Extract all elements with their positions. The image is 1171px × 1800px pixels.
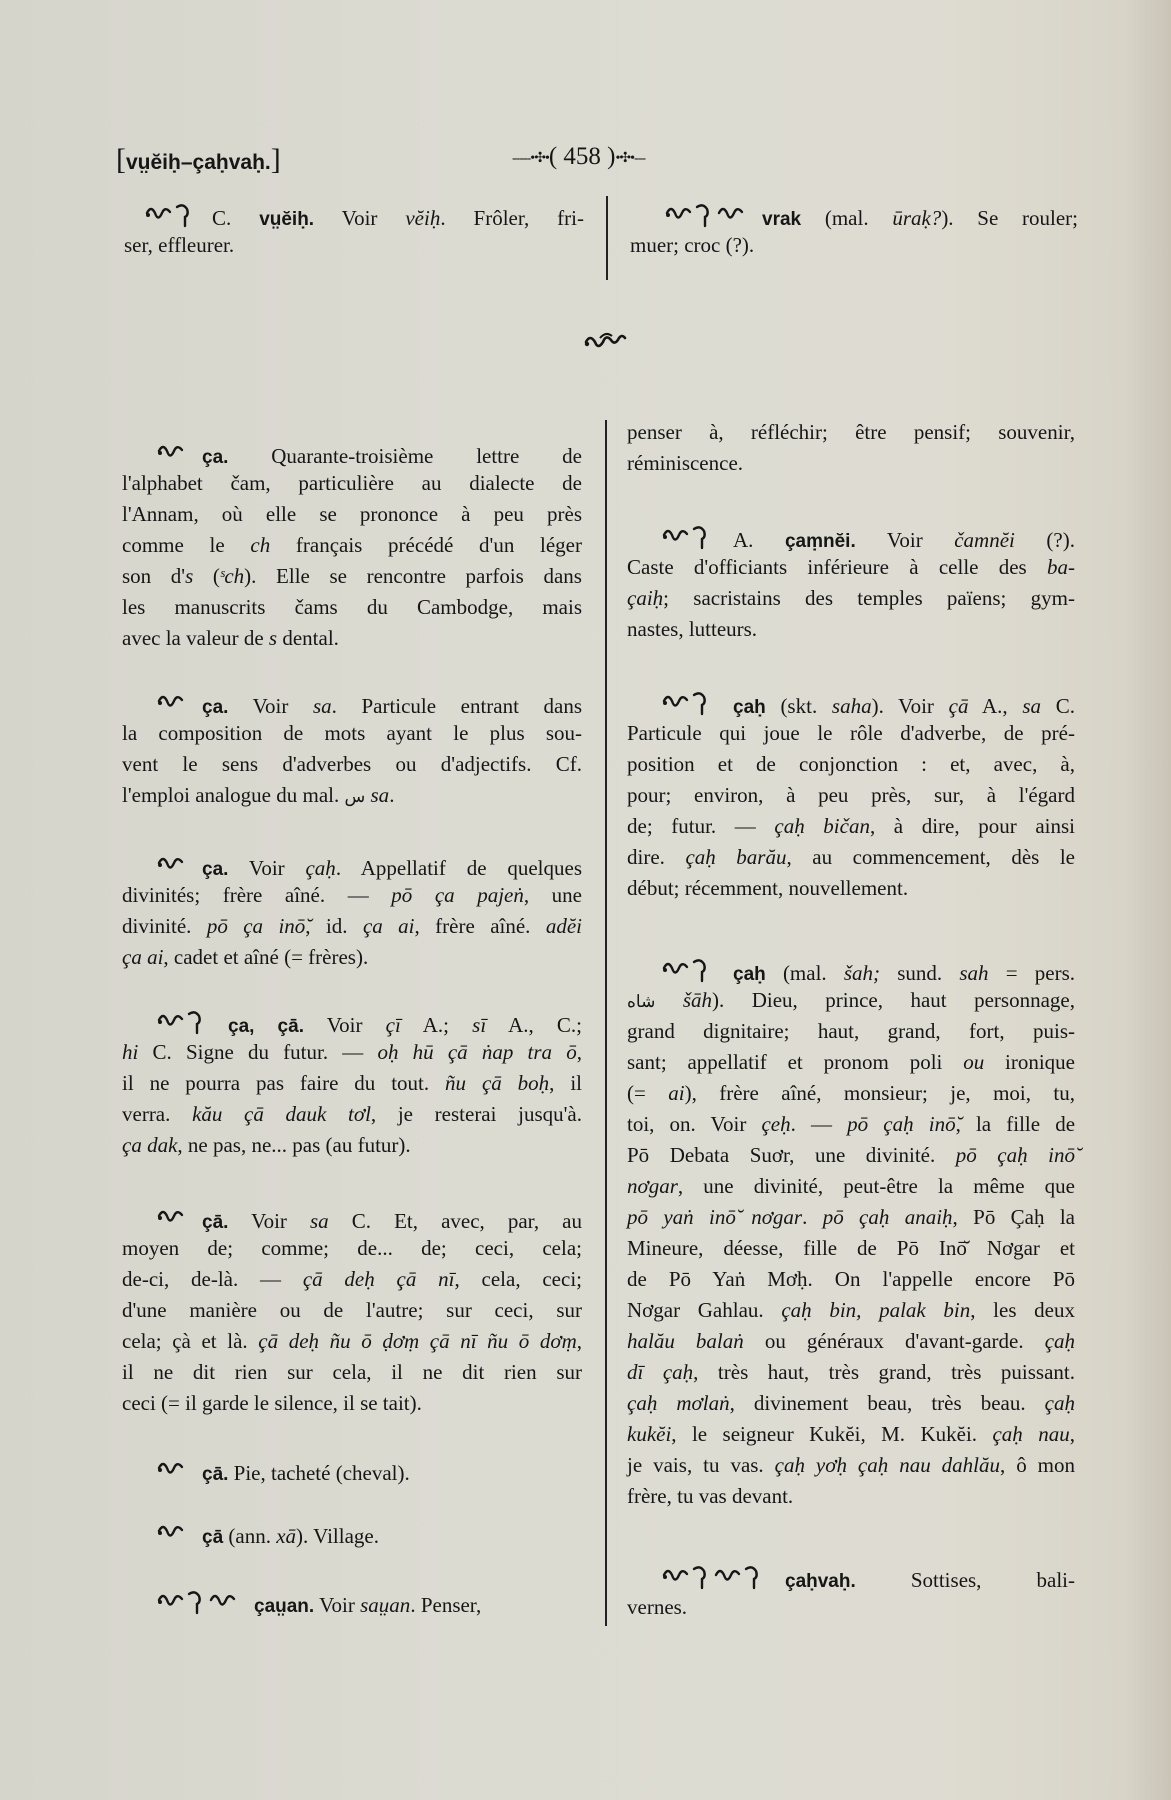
text-line (627, 1592, 1075, 1623)
text-line (122, 530, 582, 561)
text-segment: les manuscrits čams du Cambodge, mais (122, 595, 582, 619)
text-segment: verra. (122, 1102, 193, 1126)
text-line (122, 1388, 582, 1419)
text-line (627, 954, 1075, 985)
italic-term: xā (276, 1524, 297, 1548)
text-segment: , au commencement, dès le (786, 845, 1075, 869)
text-segment: C. (1041, 694, 1075, 718)
text-line (627, 1233, 1075, 1264)
text-segment: début; récemment, nouvellement. (627, 876, 909, 900)
italic-term: ūraḳ? (892, 206, 942, 230)
text-segment: moyen de; comme; de... de; ceci, cela; (122, 1236, 582, 1260)
text-segment: ). Voir (871, 694, 949, 718)
text-segment: Voir (314, 1593, 361, 1617)
italic-term: çeḥ (761, 1112, 791, 1136)
italic-term: hi (122, 1040, 139, 1064)
italic-term: kukĕi (627, 1422, 672, 1446)
cham-script-glyph-icon (144, 199, 202, 229)
cham-script-glyph-icon (156, 1454, 188, 1484)
text-line (122, 849, 582, 880)
text-line (122, 880, 582, 911)
text-segment: je vais, tu vas. (627, 1453, 775, 1477)
headword: çā. (202, 1212, 229, 1233)
text-segment: de Pō Yaṅ Mơḥ. On l'appelle encore Pō (627, 1267, 1075, 1291)
dictionary-entry (122, 849, 582, 973)
text-segment: sant; appellatif et pronom poli (627, 1050, 964, 1074)
text-segment: l'emploi analogue du mal. (122, 783, 345, 807)
text-segment: l'alphabet čam, particulière au dialecte de (122, 471, 582, 495)
text-line (627, 1326, 1075, 1357)
text-line (627, 749, 1075, 780)
text-segment: Pie, tacheté (cheval). (228, 1461, 410, 1485)
text-segment: penser à, réfléchir; être pensif; souvenir, (627, 420, 1075, 444)
text-segment: d'une manière ou de l'autre; sur ceci, sur (122, 1298, 582, 1322)
cham-script-glyph-icon (661, 1561, 771, 1591)
text-line (627, 842, 1075, 873)
text-segment: ). Elle se rencontre parfois dans (244, 564, 582, 588)
dictionary-entry (627, 687, 1075, 904)
text-segment: . Appellatif de quelques (335, 856, 582, 880)
italic-term: ça dak (122, 1133, 178, 1157)
text-segment: , cadet et aîné (= frères). (163, 945, 369, 969)
dictionary-entry (122, 687, 582, 811)
text-line (122, 1517, 582, 1548)
text-line (122, 911, 582, 942)
page-number: 458 (563, 143, 601, 170)
italic-term: çaḥ barău (685, 845, 787, 869)
italic-term: čamnĕi (954, 528, 1015, 552)
text-segment: Pō Debata Suơr, une divinité. (627, 1143, 956, 1167)
text-segment: vent le sens d'adverbes ou d'adjectifs. Cf. (122, 752, 582, 776)
text-segment: = pers. (988, 961, 1075, 985)
text-line (122, 1326, 582, 1357)
text-line (122, 718, 582, 749)
text-segment: , ô mon (1000, 1453, 1076, 1477)
text-segment: , (1069, 1422, 1075, 1446)
bracket-close: ] (270, 143, 281, 176)
text-segment: , frère aîné. (414, 914, 546, 938)
text-segment: . Penser, (410, 1593, 482, 1617)
text-segment: A., C.; (486, 1013, 582, 1037)
italic-term: çaḥ (1044, 1329, 1076, 1353)
headword: ça. (202, 859, 229, 880)
text-line (627, 448, 1075, 479)
text-segment: ; sacristains des temples païens; gym- (663, 586, 1075, 610)
text-line (122, 1264, 582, 1295)
italic-term: oḥ hū çā ṅap tra ō (377, 1040, 577, 1064)
text-line (627, 780, 1075, 811)
column-divider (605, 420, 607, 1626)
text-segment: divinité. (122, 914, 207, 938)
cham-script-glyph-icon (156, 1202, 188, 1232)
text-segment: Mineure, déesse, fille de Pō Inō̆ Nơgar et (627, 1236, 1075, 1260)
text-line (627, 1419, 1075, 1450)
text-segment: , (576, 1329, 582, 1353)
text-line (122, 1233, 582, 1264)
text-segment: , Pō Çaḥ la (952, 1205, 1076, 1229)
text-segment: Particule qui joue le rôle d'adverbe, de pré- (627, 721, 1075, 745)
text-segment: de-ci, de-là. — (122, 1267, 303, 1291)
italic-term: adĕi (545, 914, 582, 938)
italic-term: ˢch (219, 564, 245, 588)
text-segment: ( (193, 564, 220, 588)
text-line (627, 1016, 1075, 1047)
text-segment: , à dire, pour ainsi (869, 814, 1075, 838)
headword: çaḥ (733, 964, 766, 985)
text-segment: nastes, lutteurs. (627, 617, 758, 641)
text-segment: sund. (880, 961, 960, 985)
text-line (627, 985, 1075, 1016)
italic-term: vĕiḥ (405, 206, 441, 230)
text-segment: Voir (303, 1013, 386, 1037)
text-segment: , la fille de (955, 1112, 1076, 1136)
text-segment: toi, on. Voir (627, 1112, 762, 1136)
text-segment: , il (549, 1071, 582, 1095)
text-segment: , très haut, très grand, très puissant. (693, 1360, 1075, 1384)
text-line (122, 687, 582, 718)
cham-script-glyph-icon (664, 199, 748, 229)
text-segment: ). Dieu, prince, haut personnage, (712, 988, 1075, 1012)
text-segment: س (344, 787, 366, 806)
text-segment: , une divinité, peut-être la même que (677, 1174, 1075, 1198)
text-segment: dental. (277, 626, 339, 650)
italic-term: saṳan (360, 1593, 411, 1617)
text-segment: C. Et, avec, par, au (328, 1209, 582, 1233)
text-segment: cela; çà et là. (122, 1329, 259, 1353)
italic-term: sī (472, 1013, 487, 1037)
text-line (122, 1006, 582, 1037)
italic-term: çaḥ bin, palak bin (781, 1298, 971, 1322)
italic-term: ça ai (122, 945, 164, 969)
dictionary-entry (122, 1454, 582, 1485)
italic-term: sa (1022, 694, 1042, 718)
text-line (627, 614, 1075, 645)
text-segment: , le seigneur Kukĕi, M. Kukĕi. (671, 1422, 993, 1446)
text-line (627, 583, 1075, 614)
text-line (627, 1388, 1075, 1419)
text-line (627, 1140, 1075, 1171)
text-segment: ironique (984, 1050, 1076, 1074)
text-line (627, 521, 1075, 552)
text-segment: شاه (627, 992, 656, 1011)
text-line (627, 1481, 1075, 1512)
italic-term: ñu çā boḥ (445, 1071, 550, 1095)
dictionary-entry (627, 954, 1075, 1512)
running-title: vṳĕiḥ–çaḥvaḥ. (126, 151, 271, 174)
italic-term: pō ça pajeṅ (391, 883, 524, 907)
italic-term: pō çaḥ inō̆ (955, 1143, 1076, 1167)
italic-term: s (185, 564, 194, 588)
entry-top-right (630, 199, 1078, 261)
text-segment: avec la valeur de (122, 626, 269, 650)
italic-term: ou (963, 1050, 985, 1074)
italic-term: sa (312, 694, 332, 718)
text-segment: A.; (400, 1013, 473, 1037)
text-segment: position et de conjonction : et, avec, à, (627, 752, 1075, 776)
italic-term: kău çā dauk tơl (192, 1102, 371, 1126)
text-line (627, 1047, 1075, 1078)
italic-term: šah; (843, 961, 881, 985)
text-line (627, 873, 1075, 904)
text-line (627, 1202, 1075, 1233)
column-divider-top (606, 196, 608, 280)
italic-term: saha (831, 694, 872, 718)
text-segment: vernes. (627, 1595, 688, 1619)
text-segment: Voir (228, 856, 306, 880)
cham-script-glyph-icon (661, 687, 719, 717)
cham-script-glyph-icon (156, 1006, 214, 1036)
text-line (122, 592, 582, 623)
text-segment: ceci (= il garde le silence, il se tait). (122, 1391, 422, 1415)
text-segment: ser, effleurer. (124, 233, 235, 257)
text-segment: ou généraux d'avant-garde. (743, 1329, 1045, 1353)
italic-term: sa (370, 783, 390, 807)
bracket-open: [ (116, 143, 126, 176)
italic-term: nơgar (627, 1174, 678, 1198)
headword: ça. (202, 697, 229, 718)
headword: çā. (202, 1464, 229, 1485)
text-segment: (mal. (801, 206, 893, 230)
text-segment: , divinement beau, très beau. (729, 1391, 1045, 1415)
italic-term: çaḥ (305, 856, 336, 880)
page-number-open: ( (548, 143, 564, 170)
text-line (122, 1037, 582, 1068)
text-segment: . Particule entrant dans (331, 694, 582, 718)
cham-script-glyph-icon (156, 1586, 240, 1616)
text-segment: ). Se rouler; (941, 206, 1078, 230)
entry-top-left (124, 199, 584, 261)
text-segment: , je resterai jusqu'à. (370, 1102, 582, 1126)
text-segment: , une (523, 883, 583, 907)
text-line (122, 623, 582, 654)
text-segment: A., (968, 694, 1023, 718)
text-line (122, 942, 582, 973)
text-segment: (mal. (765, 961, 844, 985)
text-line (122, 499, 582, 530)
text-line (627, 718, 1075, 749)
italic-term: dī çaḥ (627, 1360, 694, 1384)
text-segment: , id. (305, 914, 363, 938)
italic-term: ça ai (362, 914, 415, 938)
headword: çaḥ (733, 697, 766, 718)
text-segment: frère, tu vas devant. (627, 1484, 794, 1508)
text-line (627, 811, 1075, 842)
italic-term: sah (959, 961, 989, 985)
headword: çaḥvaḥ. (785, 1571, 856, 1592)
text-line (122, 1202, 582, 1233)
text-segment: Voir (228, 694, 313, 718)
page-number-close: ) (600, 143, 616, 170)
text-line (627, 1561, 1075, 1592)
text-segment: Caste d'officiants inférieure à celle des (627, 555, 1047, 579)
headword: çaṃnĕi. (784, 531, 856, 552)
italic-term: ba- (1047, 555, 1075, 579)
running-head (116, 143, 281, 177)
headword: vṳĕiḥ. (259, 209, 315, 230)
text-segment: dire. (627, 845, 686, 869)
text-segment: la composition de mots ayant le plus sou- (122, 721, 582, 745)
text-segment: Voir (228, 1209, 310, 1233)
text-segment: , cela, ceci; (454, 1267, 582, 1291)
text-segment: A. (733, 528, 785, 552)
dictionary-entry (122, 1517, 582, 1548)
italic-term: ai (668, 1081, 685, 1105)
dictionary-entry (627, 417, 1075, 479)
ornament-left-icon: -----•✣• (512, 150, 549, 166)
text-segment: (= (627, 1081, 669, 1105)
cham-script-glyph-icon (661, 954, 719, 984)
text-segment: ), frère aîné, monsieur; je, moi, tu, (684, 1081, 1075, 1105)
italic-term: çā deḥ çā nī (302, 1267, 455, 1291)
text-segment: (?). (1014, 528, 1075, 552)
text-segment: il ne dit rien sur cela, il ne dit rien sur (122, 1360, 582, 1384)
dictionary-entry (122, 437, 582, 654)
text-segment: il ne pourra pas faire du tout. (122, 1071, 446, 1095)
text-segment: (ann. (223, 1524, 277, 1548)
italic-term: ch (250, 533, 271, 557)
headword: çā (202, 1527, 224, 1548)
italic-term: çaḥ bičan (774, 814, 870, 838)
dictionary-entry (627, 1561, 1075, 1623)
text-line (627, 1171, 1075, 1202)
text-segment: ). Village. (296, 1524, 379, 1548)
italic-term: halău balaṅ (627, 1329, 744, 1353)
cham-script-glyph-icon (156, 437, 188, 467)
text-line (627, 1450, 1075, 1481)
cham-script-glyph-icon (156, 849, 188, 879)
text-line (122, 561, 582, 592)
text-line (627, 687, 1075, 718)
text-segment: pour; environ, à peu près, sur, à l'égard (627, 783, 1075, 807)
text-segment: . (802, 1205, 823, 1229)
text-segment: . (389, 783, 395, 807)
dictionary-entry (122, 1586, 582, 1617)
text-segment: réminiscence. (627, 451, 744, 475)
text-segment: Voir (314, 206, 406, 230)
text-line (124, 199, 584, 230)
text-line (627, 552, 1075, 583)
italic-term: sa (309, 1209, 329, 1233)
italic-term: s (268, 626, 278, 650)
text-line (122, 1357, 582, 1388)
text-line (122, 1068, 582, 1099)
text-segment: Sottises, bali- (855, 1568, 1075, 1592)
text-line (627, 1264, 1075, 1295)
text-segment: de; futur. — (627, 814, 775, 838)
text-segment: français précédé d'un léger (270, 533, 582, 557)
cham-script-glyph-icon (661, 521, 719, 551)
text-segment (655, 988, 682, 1012)
italic-term: pō yaṅ inō̆ nơgar (627, 1205, 803, 1229)
text-segment: son d' (122, 564, 186, 588)
italic-term: pō ça inō̆ (206, 914, 306, 938)
italic-term: pō çaḥ inō̆ (847, 1112, 956, 1136)
text-segment: Quarante-troisième lettre de (228, 444, 582, 468)
dictionary-entry (122, 1202, 582, 1419)
text-segment: divinités; frère aîné. — (122, 883, 392, 907)
ornament-right-icon: •✣•--- (615, 150, 646, 166)
text-line (630, 230, 1078, 261)
text-line (122, 437, 582, 468)
italic-term: çī (385, 1013, 401, 1037)
text-segment: muer; croc (?). (630, 233, 755, 257)
italic-term: çaḥ mơlaṅ (627, 1391, 730, 1415)
italic-term: çā (948, 694, 969, 718)
headword: ça, çā. (228, 1016, 304, 1037)
text-segment: (skt. (765, 694, 832, 718)
text-line (627, 1109, 1075, 1140)
text-segment: . Frôler, fri- (440, 206, 584, 230)
text-segment: comme le (122, 533, 251, 557)
text-segment: C. Signe du futur. — (138, 1040, 378, 1064)
text-segment: Nơgar Gahlau. (627, 1298, 782, 1322)
text-line (122, 780, 582, 811)
headword: ça. (202, 447, 229, 468)
cham-script-glyph-icon (156, 687, 188, 717)
italic-term: çā deḥ ñu ō ḍơṃ çā nī ñu ō dơṃ (258, 1329, 577, 1353)
italic-term: çaḥ nau (992, 1422, 1070, 1446)
text-line (122, 1099, 582, 1130)
text-line (627, 1295, 1075, 1326)
dictionary-entry (627, 521, 1075, 645)
text-segment: . — (790, 1112, 848, 1136)
text-line (630, 199, 1078, 230)
text-segment: , les deux (970, 1298, 1075, 1322)
section-letter-glyph-icon (582, 328, 628, 362)
page-number-block (512, 143, 645, 171)
italic-term: šāh (682, 988, 713, 1012)
italic-term: çaiḥ (627, 586, 664, 610)
text-segment: l'Annam, où elle se prononce à peu près (122, 502, 582, 526)
text-line (122, 1130, 582, 1161)
text-segment: , (576, 1040, 582, 1064)
text-segment: Voir (855, 528, 955, 552)
text-line (122, 1295, 582, 1326)
text-line (122, 749, 582, 780)
text-segment: C. (212, 206, 260, 230)
text-line (124, 230, 584, 261)
italic-term: pō çaḥ anaiḥ (822, 1205, 953, 1229)
italic-term: çaḥ yơḥ çaḥ nau dahlău (774, 1453, 1000, 1477)
italic-term: çaḥ (1044, 1391, 1075, 1415)
text-line (122, 1454, 582, 1485)
text-line (627, 417, 1075, 448)
text-line (122, 1586, 582, 1617)
dictionary-entry (122, 1006, 582, 1161)
text-segment: grand dignitaire; haut, grand, fort, puis- (627, 1019, 1075, 1043)
text-line (122, 468, 582, 499)
text-line (627, 1078, 1075, 1109)
cham-script-glyph-icon (156, 1517, 188, 1547)
headword: çaṳan. (254, 1596, 315, 1617)
text-line (627, 1357, 1075, 1388)
headword: vrak (762, 209, 802, 230)
text-segment: , ne pas, ne... pas (au futur). (177, 1133, 411, 1157)
